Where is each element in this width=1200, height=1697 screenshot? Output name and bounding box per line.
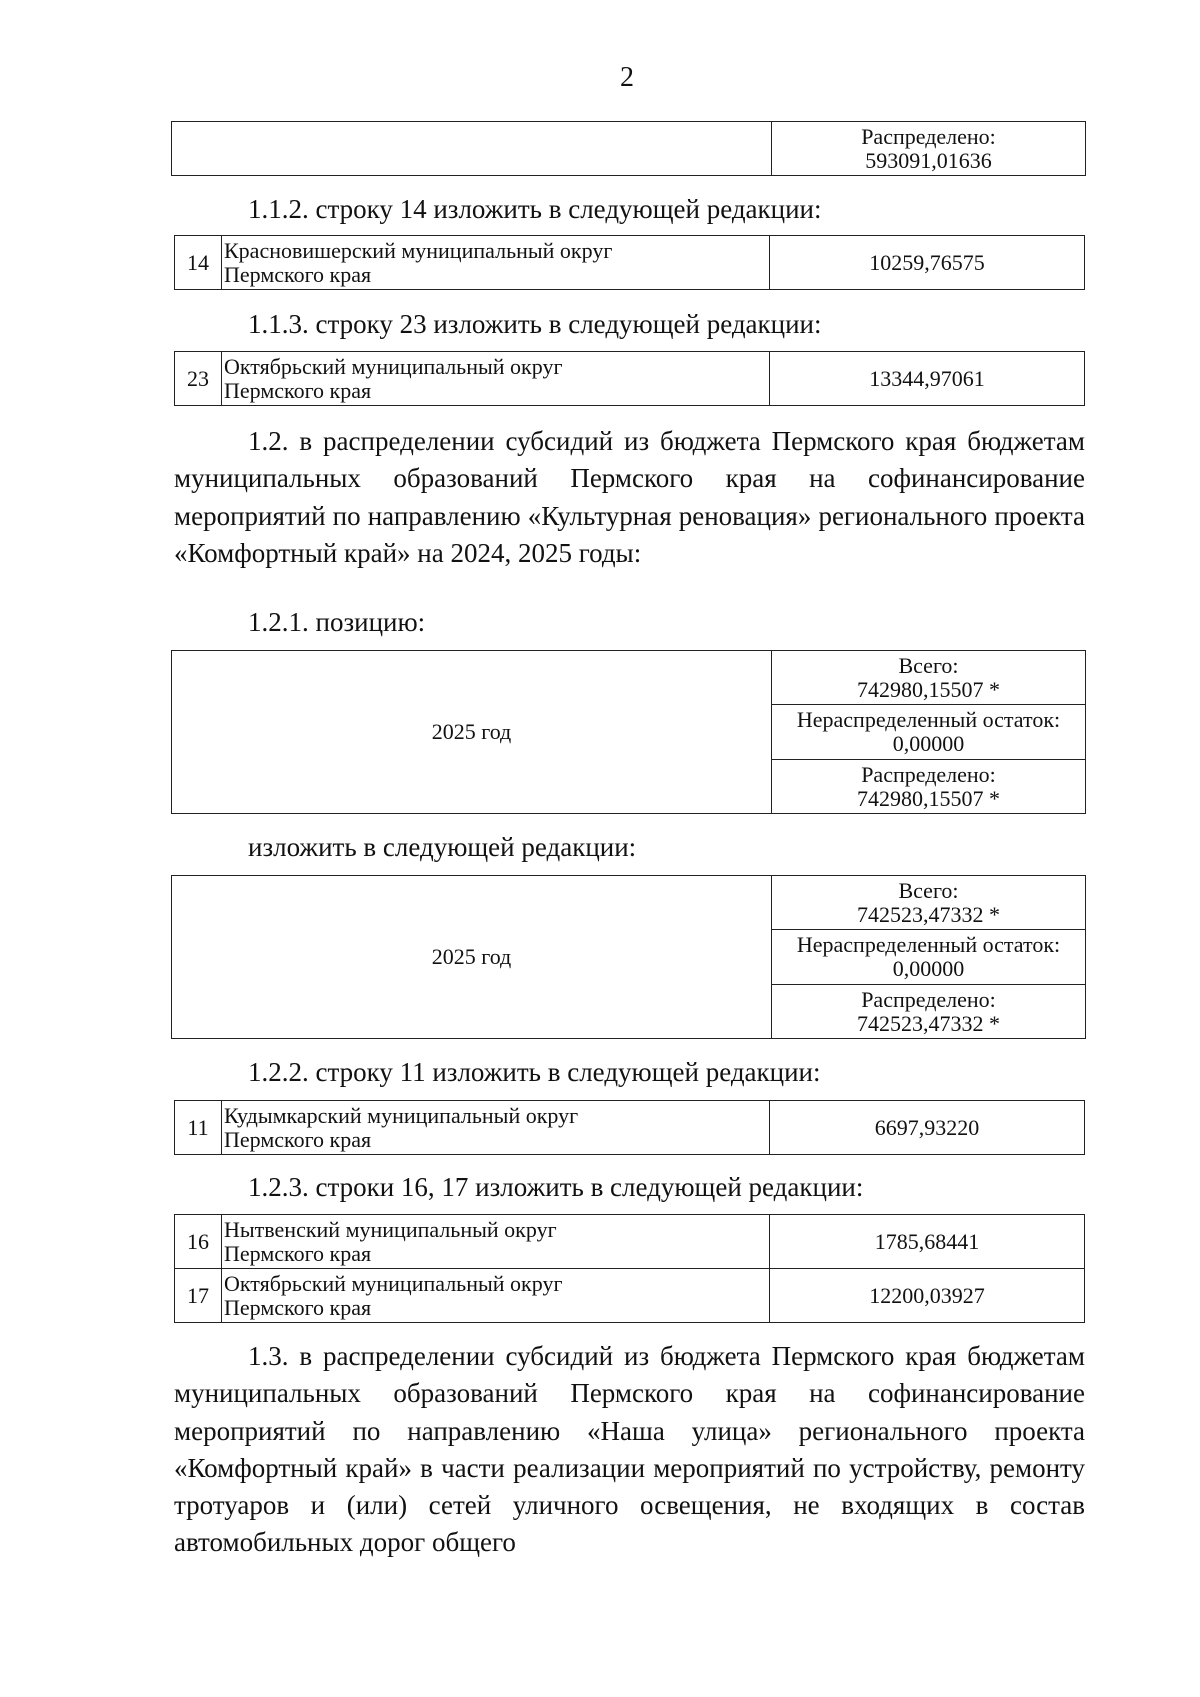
- name-line-1: Нытвенский муниципальный округ: [224, 1216, 557, 1242]
- total-label: Всего:: [898, 877, 959, 903]
- remainder-value: 0,00000: [892, 731, 965, 756]
- amount-value: 12200,03927: [770, 1269, 1085, 1323]
- municipality-name: [222, 1101, 770, 1155]
- name-line-1: Кудымкарский муниципальный округ: [224, 1102, 579, 1128]
- remainder-label: Нераспределенный остаток:: [796, 707, 1061, 732]
- rows-16-17-table: [174, 1214, 1085, 1323]
- distributed-label: Распределено:: [861, 986, 996, 1012]
- paragraph-1-3: 1.3. в распределении субсидий из бюджета Пермского края бюджетам муниципальных образований Пермского края на софинансирование мероприятий по направлению «Наша улица» регионального проекта «Комфортный край» в части реализации мероприятий по устройству, ремонту тротуаров и (или) сетей уличного освещения, не входящих в состав автомобильных дорог общего: [174, 1341, 1085, 1558]
- distributed-value: 593091,01636: [865, 147, 992, 173]
- distributed-label: Распределено:: [861, 123, 996, 149]
- municipality-name: [222, 236, 770, 290]
- amount-value: 6697,93220: [770, 1101, 1085, 1155]
- remainder-value: 0,00000: [892, 956, 965, 981]
- name-line-2: Пермского края: [224, 377, 372, 403]
- row-14-table: [174, 235, 1085, 290]
- position-old-table: [171, 650, 1086, 814]
- heading-1-2-3: 1.2.3. строки 16, 17 изложить в следующей редакции:: [248, 1172, 864, 1202]
- distributed-value: 742980,15507 *: [857, 785, 1000, 811]
- remainder-cell: [772, 705, 1086, 760]
- row-number: 11: [175, 1101, 222, 1155]
- row-number: 23: [175, 352, 222, 406]
- total-cell: [772, 876, 1086, 930]
- page-number: 2: [620, 62, 634, 93]
- name-line-1: Октябрьский муниципальный округ: [224, 353, 563, 379]
- distributed-table: [171, 121, 1086, 176]
- empty-cell: [172, 122, 772, 176]
- amount-value: 10259,76575: [770, 236, 1085, 290]
- distributed-label: Распределено:: [861, 761, 996, 787]
- total-label: Всего:: [898, 652, 959, 678]
- heading-new-edition: изложить в следующей редакции:: [248, 832, 637, 862]
- paragraph-1-2: 1.2. в распределении субсидий из бюджета Пермского края бюджетам муниципальных образований Пермского края на софинансирование мероприятий по направлению «Культурная реновация» регионального проекта «Комфортный край» на 2024, 2025 годы:: [174, 426, 1085, 568]
- municipality-name: [222, 1269, 770, 1323]
- table-row: [175, 1215, 1085, 1269]
- name-line-1: Октябрьский муниципальный округ: [224, 1270, 563, 1296]
- row-number: 16: [175, 1215, 222, 1269]
- distributed-cell: [772, 760, 1086, 814]
- year-cell: 2025 год: [172, 651, 772, 814]
- heading-1-1-2: 1.1.2. строку 14 изложить в следующей редакции:: [248, 194, 822, 224]
- distributed-cell: [772, 985, 1086, 1039]
- row-number: 17: [175, 1269, 222, 1323]
- distributed-value: 742523,47332 *: [857, 1010, 1000, 1036]
- name-line-2: Пермского края: [224, 1294, 372, 1320]
- name-line-2: Пермского края: [224, 1240, 372, 1266]
- row-23-table: [174, 351, 1085, 406]
- amount-value: 1785,68441: [770, 1215, 1085, 1269]
- heading-1-2-1: 1.2.1. позицию:: [248, 607, 426, 637]
- year-cell: 2025 год: [172, 876, 772, 1039]
- municipality-name: [222, 352, 770, 406]
- remainder-label: Нераспределенный остаток:: [796, 932, 1061, 957]
- distributed-cell: [772, 122, 1086, 176]
- amount-value: 13344,97061: [770, 352, 1085, 406]
- name-line-2: Пермского края: [224, 261, 372, 287]
- row-11-table: [174, 1100, 1085, 1155]
- heading-1-2-2: 1.2.2. строку 11 изложить в следующей редакции:: [248, 1057, 821, 1087]
- row-number: 14: [175, 236, 222, 290]
- name-line-2: Пермского края: [224, 1126, 372, 1152]
- name-line-1: Красновишерский муниципальный округ: [224, 237, 613, 263]
- table-row: [175, 1269, 1085, 1323]
- municipality-name: [222, 1215, 770, 1269]
- position-new-table: [171, 875, 1086, 1039]
- total-value: 742523,47332 *: [857, 901, 1000, 927]
- total-cell: [772, 651, 1086, 705]
- total-value: 742980,15507 *: [857, 676, 1000, 702]
- heading-1-1-3: 1.1.3. строку 23 изложить в следующей редакции:: [248, 309, 822, 339]
- remainder-cell: [772, 930, 1086, 985]
